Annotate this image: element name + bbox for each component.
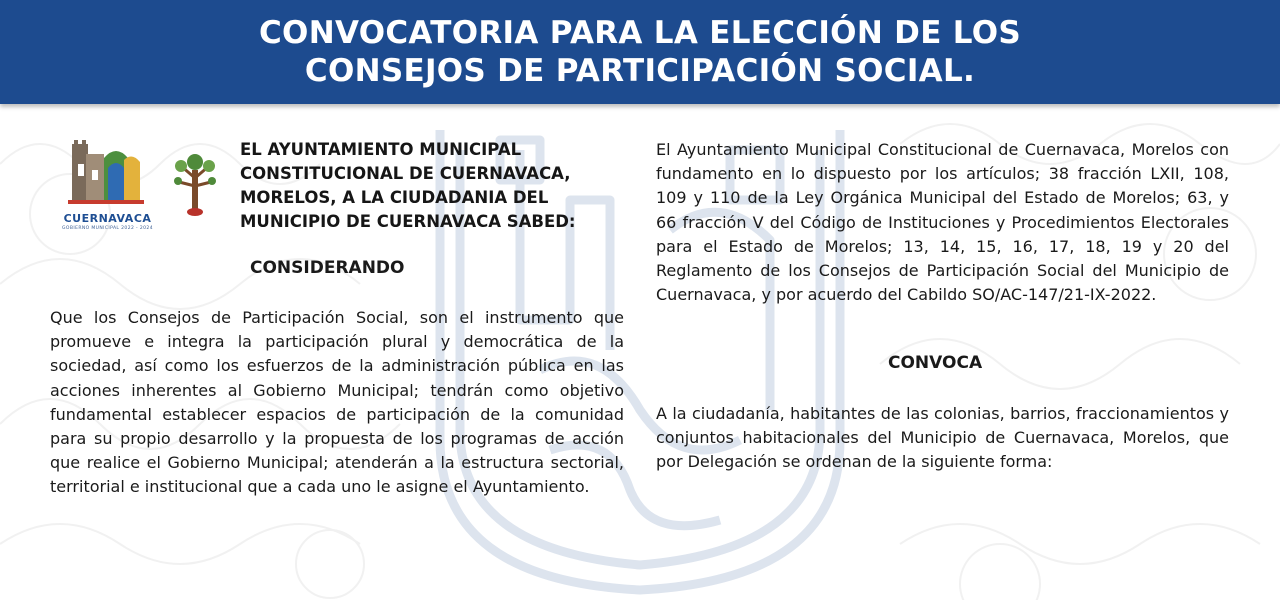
heading-line-2: CONSTITUCIONAL DE CUERNAVACA,: [240, 164, 571, 183]
convoca-heading: CONVOCA: [888, 353, 983, 373]
title-banner: [0, 0, 1280, 104]
announcement-heading: [240, 138, 630, 234]
fundamento-paragraph: El Ayuntamiento Municipal Constitucional de Cuernavaca, Morelos con fundamento en lo dispuesto por los artículos; 38 fracción LXII, 108, 109 y 110 de la Ley Orgánica Municipal del Estado de Morelos; 63, y 66 fracción V del Código de Instituciones y Procedimientos Electorales para el Estado de Morelos; 13, 14, 15, 16, 17, 18, 19 y 20 del Reglamento de los Consejos de Participación Social del Municipio de Cuernavaca, y por acuerdo del Cabildo SO/AC-147/21-IX-2022.: [656, 140, 1229, 305]
cuernavaca-logo: [50, 140, 220, 240]
heading-line-1: EL AYUNTAMIENTO MUNICIPAL: [240, 140, 522, 159]
logo-city-name: CUERNAVACA: [63, 212, 152, 225]
tree-figure-icon: [173, 152, 217, 216]
cuernavaca-tower-icon: [50, 140, 165, 212]
heading-line-4: MUNICIPIO DE CUERNAVACA SABED:: [240, 212, 576, 231]
logo-subtitle: GOBIERNO MUNICIPAL 2022 - 2024: [62, 226, 153, 231]
banner-title-line-2: CONSEJOS DE PARTICIPACIÓN SOCIAL.: [304, 53, 976, 89]
convoca-paragraph: A la ciudadanía, habitantes de las colonias, barrios, fraccionamientos y conjuntos habitacionales del Municipio de Cuernavaca, Morelos, que por Delegación se ordenan de la siguiente forma:: [656, 404, 1229, 472]
banner-title-line-1: CONVOCATORIA PARA LA ELECCIÓN DE LOS: [259, 15, 1021, 51]
considerando-paragraph: Que los Consejos de Participación Social, son el instrumento que promueve e integra la participación plural y democrática de la sociedad, así como los esfuerzos de la administración pública en las acciones inherentes al Gobierno Municipal; tendrán como objetivo fundamental establecer espacios de participación de la comunidad para su propio desarrollo y la propuesta de los programas de acción que realice el Gobierno Municipal; atenderán a la estructura sectorial, territorial e institucional que a cada uno le asigne el Ayuntamiento.: [50, 308, 624, 497]
heading-line-3: MORELOS, A LA CIUDADANIA DEL: [240, 188, 549, 207]
considerando-heading: CONSIDERANDO: [250, 258, 405, 278]
